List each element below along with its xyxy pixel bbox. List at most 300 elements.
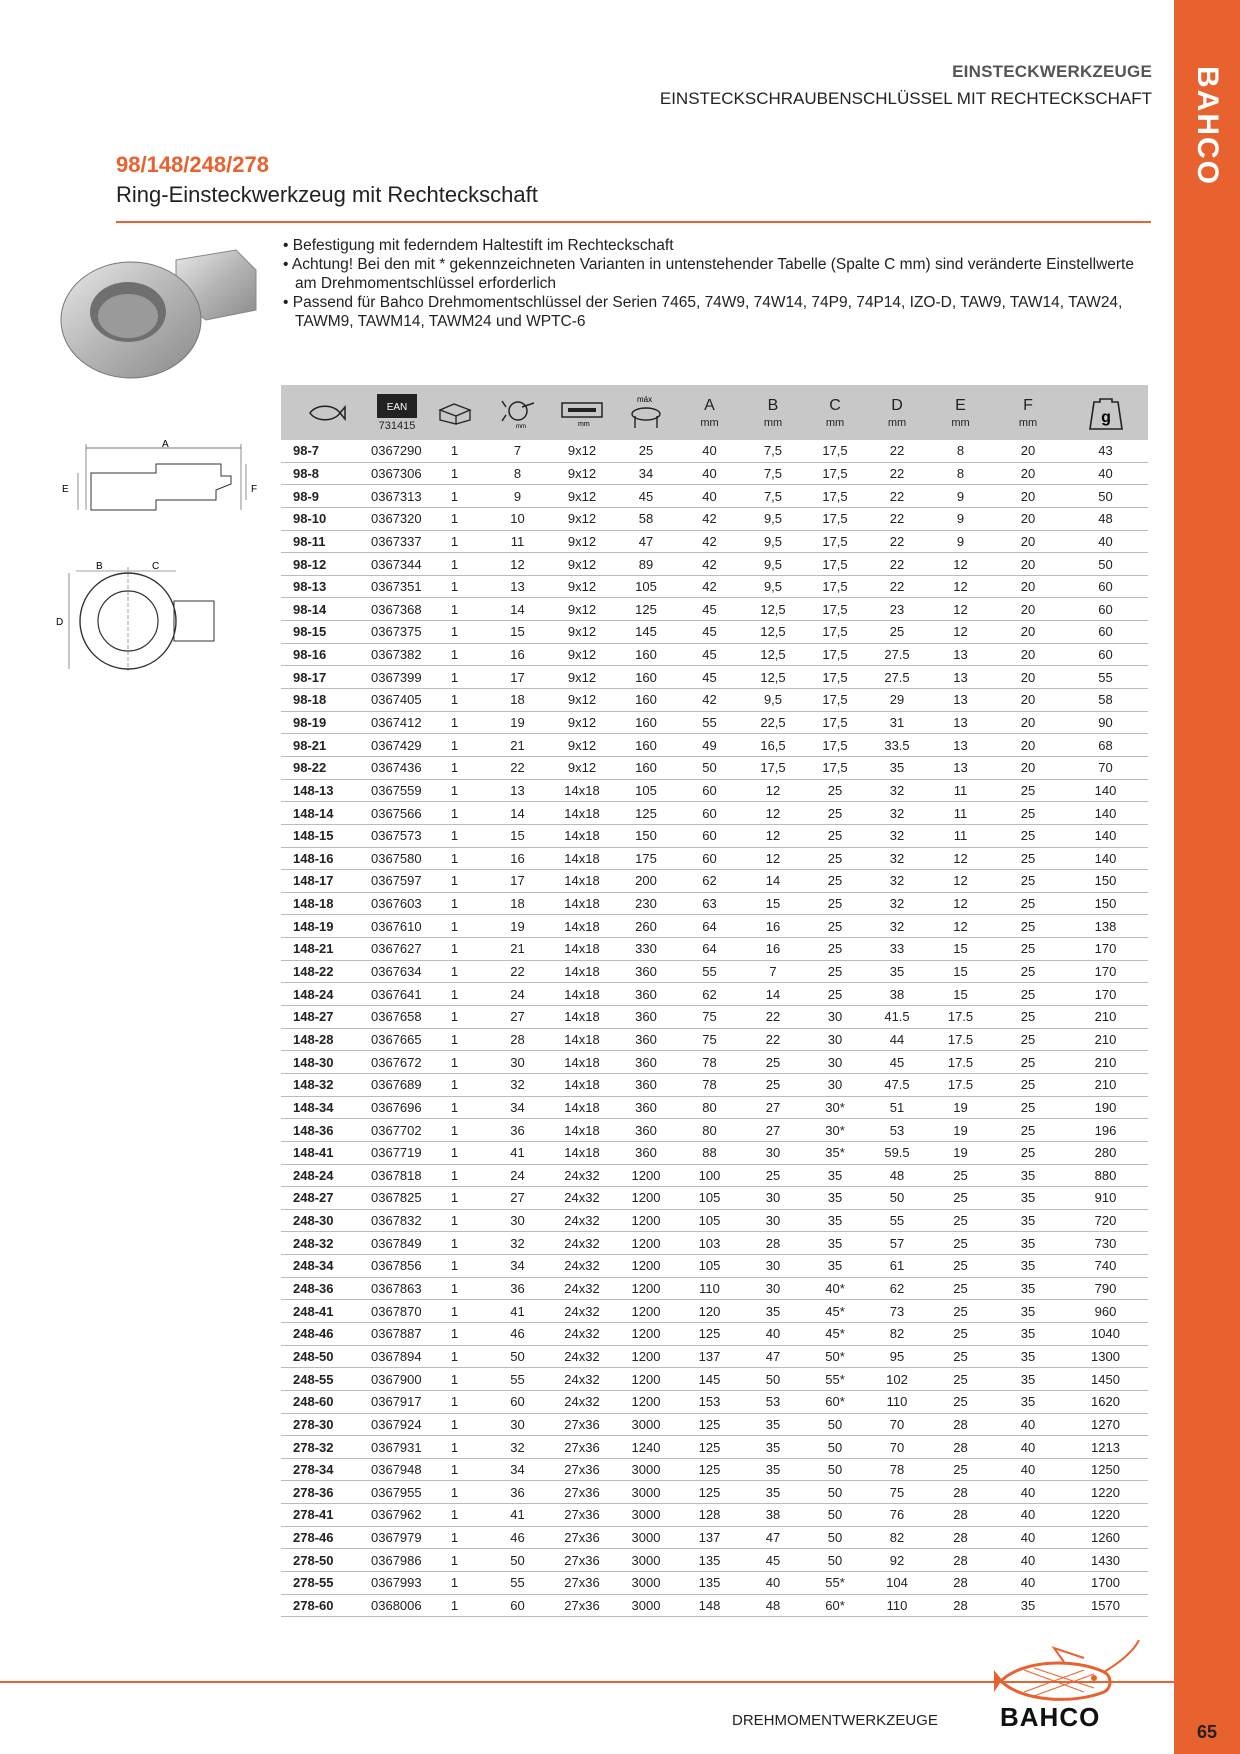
table-row: [281, 621, 1148, 644]
cell-weight: 720: [1094, 1213, 1117, 1229]
cell-e: 11: [953, 805, 968, 821]
cell-qty: 1: [450, 624, 459, 640]
table-row: [281, 1504, 1148, 1527]
cell-qty: 1: [450, 1552, 459, 1568]
cell-qty: 1: [450, 1303, 459, 1319]
cell-article: 98-11: [293, 533, 326, 549]
side-brand-logo: BAHCO: [1191, 66, 1224, 186]
table-row: [281, 1051, 1148, 1074]
cell-size: 36: [510, 1281, 525, 1297]
ean-prefix: 731415: [378, 419, 416, 432]
cell-article: 98-17: [293, 669, 327, 685]
cell-ean: 0367313: [371, 488, 422, 504]
cell-weight: 50: [1098, 488, 1113, 504]
cell-b: 15: [765, 896, 781, 912]
cell-f: 20: [1020, 488, 1036, 504]
cell-article: 148-28: [293, 1031, 334, 1047]
cell-a: 153: [698, 1394, 721, 1410]
table-row: [281, 576, 1148, 599]
cell-size: 14: [510, 805, 525, 821]
cell-f: 25: [1020, 941, 1036, 957]
cell-f: 25: [1020, 1054, 1036, 1070]
cell-article: 278-32: [293, 1439, 334, 1455]
cell-ean: 0367870: [371, 1303, 422, 1319]
cell-b: 25: [765, 1077, 781, 1093]
cell-drive: 27x36: [564, 1416, 600, 1432]
cell-b: 22: [765, 1031, 781, 1047]
cell-c: 50: [827, 1462, 843, 1478]
table-row: [281, 1006, 1148, 1029]
cell-f: 20: [1020, 511, 1036, 527]
cell-f: 40: [1020, 1575, 1036, 1591]
cell-b: 25: [765, 1054, 781, 1070]
cell-a: 42: [702, 511, 717, 527]
cell-weight: 910: [1094, 1190, 1117, 1206]
cell-article: 278-34: [293, 1462, 334, 1478]
cell-article: 148-30: [293, 1054, 334, 1070]
cell-ean: 0367702: [371, 1122, 422, 1138]
cell-b: 30: [765, 1258, 781, 1274]
cell-ean: 0367962: [371, 1507, 422, 1523]
cell-e: 9: [956, 488, 965, 504]
cell-torque: 1200: [631, 1348, 661, 1364]
cell-ean: 0367368: [371, 601, 422, 617]
cell-weight: 60: [1098, 624, 1113, 640]
cell-a: 137: [698, 1530, 721, 1546]
cell-drive: 9x12: [567, 692, 597, 708]
cell-torque: 160: [635, 647, 657, 663]
square-drive-icon: [560, 399, 604, 427]
cell-c: 55*: [825, 1575, 845, 1591]
cell-weight: 1300: [1091, 1348, 1120, 1364]
cell-e: 17.5: [947, 1077, 974, 1093]
cell-a: 40: [702, 465, 717, 481]
cell-c: 25: [827, 964, 843, 980]
cell-qty: 1: [450, 1348, 459, 1364]
cell-qty: 1: [450, 1326, 459, 1342]
cell-ean: 0367665: [371, 1031, 422, 1047]
svg-text:g: g: [1100, 408, 1111, 426]
table-row: [281, 1572, 1148, 1595]
cell-b: 27: [765, 1099, 781, 1115]
cell-c: 17,5: [822, 511, 848, 527]
cell-drive: 24x32: [564, 1190, 600, 1206]
cell-c: 17,5: [822, 669, 848, 685]
cell-torque: 330: [635, 941, 657, 957]
table-row: [281, 644, 1148, 667]
cell-article: 148-21: [293, 941, 334, 957]
fish-logo-icon: [308, 402, 346, 424]
cell-e: 25: [953, 1281, 968, 1297]
cell-b: 14: [765, 873, 781, 889]
cell-size: 7: [513, 443, 522, 459]
cell-ean: 0367948: [371, 1462, 422, 1478]
cell-ean: 0367900: [371, 1371, 422, 1387]
cell-torque: 3000: [631, 1552, 661, 1568]
cell-c: 17,5: [822, 624, 848, 640]
cell-weight: 730: [1094, 1235, 1117, 1251]
cell-ean: 0367887: [371, 1326, 422, 1342]
feature-list: [283, 236, 1143, 331]
cell-weight: 60: [1098, 601, 1113, 617]
cell-drive: 14x18: [564, 850, 600, 866]
cell-a: 42: [702, 533, 717, 549]
cell-torque: 3000: [631, 1530, 661, 1546]
cell-a: 64: [702, 941, 717, 957]
cell-f: 20: [1020, 715, 1036, 730]
cell-qty: 1: [450, 669, 459, 685]
cell-drive: 24x32: [564, 1394, 600, 1410]
cell-article: 98-16: [293, 647, 327, 663]
cell-size: 14: [510, 601, 525, 617]
cell-drive: 14x18: [564, 1009, 600, 1025]
cell-d: 22: [889, 443, 905, 459]
table-row: [281, 780, 1148, 803]
cell-ean: 0367412: [371, 715, 422, 730]
cell-size: 18: [510, 896, 525, 912]
cell-f: 40: [1020, 1552, 1036, 1568]
cell-a: 49: [702, 737, 717, 753]
cell-size: 55: [510, 1371, 525, 1387]
table-row: [281, 1074, 1148, 1097]
cell-weight: 210: [1094, 1031, 1117, 1047]
cell-article: 148-22: [293, 964, 334, 980]
cell-b: 12,5: [760, 624, 786, 640]
cell-qty: 1: [450, 1077, 459, 1093]
cell-weight: 48: [1098, 511, 1113, 527]
header-article: [281, 385, 361, 440]
cell-d: 102: [886, 1371, 908, 1387]
cell-article: 98-9: [293, 488, 320, 504]
cell-a: 78: [702, 1054, 717, 1070]
cell-a: 50: [702, 760, 717, 776]
cell-drive: 14x18: [564, 918, 600, 934]
cell-c: 17,5: [822, 647, 848, 663]
cell-e: 28: [953, 1552, 968, 1568]
table-row: [281, 1527, 1148, 1550]
footer-section: DREHMOMENTWERKZEUGE: [732, 1712, 938, 1729]
cell-size: 46: [510, 1530, 525, 1546]
cell-ean: 0367863: [371, 1281, 422, 1297]
cell-qty: 1: [450, 1009, 459, 1025]
cell-c: 45*: [825, 1326, 845, 1342]
cell-c: 60*: [825, 1597, 845, 1613]
product-name: Ring-Einsteckwerkzeug mit Rechteckschaft: [116, 182, 538, 207]
cell-qty: 1: [450, 828, 459, 844]
cell-d: 82: [889, 1326, 905, 1342]
cell-qty: 1: [450, 1416, 459, 1432]
cell-e: 13: [953, 669, 968, 685]
cell-f: 40: [1020, 1462, 1036, 1478]
top-view-diagram: [56, 561, 276, 681]
table-body: [281, 440, 1148, 1617]
cell-a: 63: [702, 896, 717, 912]
cell-c: 50: [827, 1530, 843, 1546]
table-row: [281, 1346, 1148, 1369]
cell-ean: 0367382: [371, 647, 422, 663]
header-c: C mm: [825, 396, 845, 429]
cell-drive: 14x18: [564, 873, 600, 889]
cell-torque: 360: [635, 1099, 657, 1115]
cell-article: 148-14: [293, 805, 334, 821]
table-row: [281, 1210, 1148, 1233]
cell-size: 34: [510, 1258, 525, 1274]
cell-torque: 89: [638, 556, 654, 572]
cell-size: 16: [510, 850, 525, 866]
cell-ean: 0367696: [371, 1099, 422, 1115]
cell-c: 35: [827, 1235, 843, 1251]
cell-size: 27: [510, 1190, 525, 1206]
cell-size: 22: [510, 760, 525, 776]
cell-e: 9: [956, 533, 965, 549]
cell-weight: 1040: [1091, 1326, 1120, 1342]
table-row: [281, 1595, 1148, 1618]
cell-d: 35: [889, 760, 905, 776]
cell-size: 41: [510, 1145, 525, 1161]
cell-qty: 1: [450, 1597, 459, 1613]
cell-weight: 880: [1094, 1167, 1117, 1183]
cell-b: 38: [765, 1507, 781, 1523]
cell-d: 75: [889, 1484, 905, 1500]
cell-size: 24: [510, 986, 525, 1002]
cell-a: 125: [698, 1326, 721, 1342]
cell-article: 248-55: [293, 1371, 334, 1387]
dim-label-f: F: [251, 484, 258, 495]
cell-c: 50: [827, 1416, 843, 1432]
cell-b: 12: [765, 782, 781, 798]
cell-size: 27: [510, 1009, 525, 1025]
header-e: E mm: [951, 396, 970, 429]
cell-b: 30: [765, 1145, 781, 1161]
cell-e: 19: [953, 1122, 968, 1138]
cell-d: 33: [889, 941, 905, 957]
cell-qty: 1: [450, 805, 459, 821]
cell-article: 148-27: [293, 1009, 334, 1025]
cell-f: 20: [1020, 737, 1036, 753]
cell-drive: 24x32: [564, 1348, 600, 1364]
table-row: [281, 1323, 1148, 1346]
cell-article: 278-50: [293, 1552, 334, 1568]
cell-f: 20: [1020, 624, 1036, 640]
table-row: [281, 1232, 1148, 1255]
cell-torque: 3000: [631, 1462, 661, 1478]
cell-d: 45: [889, 1054, 905, 1070]
cell-article: 248-27: [293, 1190, 334, 1206]
cell-b: 12: [765, 850, 781, 866]
weight-icon: [1086, 393, 1126, 433]
cell-ean: 0367306: [371, 465, 422, 481]
cell-e: 25: [953, 1303, 968, 1319]
cell-e: 13: [953, 760, 968, 776]
cell-weight: 40: [1098, 533, 1113, 549]
cell-size: 55: [510, 1575, 525, 1591]
table-row: [281, 689, 1148, 712]
cell-drive: 24x32: [564, 1303, 600, 1319]
side-accent-bar: [1174, 0, 1240, 1754]
cell-a: 60: [702, 805, 717, 821]
cell-b: 7: [769, 964, 777, 980]
cell-qty: 1: [450, 1394, 459, 1410]
cell-weight: 60: [1098, 579, 1113, 595]
cell-b: 35: [765, 1303, 781, 1319]
cell-b: 47: [765, 1348, 781, 1364]
cell-drive: 9x12: [567, 579, 597, 595]
cell-size: 13: [510, 579, 525, 595]
cell-f: 20: [1020, 465, 1036, 481]
cell-b: 30: [765, 1281, 781, 1297]
cell-a: 125: [698, 1439, 721, 1455]
cell-f: 35: [1020, 1213, 1036, 1229]
cell-b: 12: [765, 828, 781, 844]
cell-weight: 280: [1094, 1145, 1117, 1161]
cell-article: 98-19: [293, 715, 327, 730]
table-row: [281, 485, 1148, 508]
table-row: [281, 712, 1148, 735]
cell-size: 30: [510, 1213, 525, 1229]
cell-ean: 0367290: [371, 443, 422, 459]
cell-weight: 790: [1094, 1281, 1117, 1297]
cell-torque: 175: [635, 850, 657, 866]
cell-c: 30: [827, 1054, 843, 1070]
table-row: [281, 1368, 1148, 1391]
cell-weight: 140: [1094, 850, 1117, 866]
cell-ean: 0367399: [371, 669, 422, 685]
cell-ean: 0367818: [371, 1167, 422, 1183]
cell-size: 30: [510, 1416, 525, 1432]
cell-torque: 160: [635, 669, 657, 685]
cell-drive: 14x18: [564, 1145, 600, 1161]
cell-torque: 1200: [631, 1235, 661, 1251]
cell-torque: 3000: [631, 1484, 661, 1500]
cell-torque: 47: [638, 533, 654, 549]
header-subcategory: EINSTECKSCHRAUBENSCHLÜSSEL MIT RECHTECKSCHAFT: [659, 89, 1152, 108]
cell-f: 35: [1020, 1258, 1036, 1274]
cell-d: 70: [889, 1439, 905, 1455]
cell-a: 45: [702, 647, 717, 663]
cell-article: 248-30: [293, 1213, 334, 1229]
cell-ean: 0367580: [371, 850, 422, 866]
cell-drive: 14x18: [564, 941, 600, 957]
cell-weight: 60: [1098, 647, 1113, 663]
cell-c: 17,5: [822, 443, 848, 459]
cell-d: 22: [889, 579, 905, 595]
cell-torque: 360: [635, 964, 657, 980]
cell-a: 80: [702, 1122, 717, 1138]
cell-drive: 24x32: [564, 1167, 600, 1183]
cell-b: 30: [765, 1213, 781, 1229]
cell-article: 98-7: [293, 443, 320, 459]
cell-e: 12: [953, 896, 968, 912]
cell-article: 248-50: [293, 1348, 334, 1364]
cell-a: 88: [702, 1145, 717, 1161]
table-row: [281, 825, 1148, 848]
cell-drive: 14x18: [564, 1099, 600, 1115]
cell-article: 148-32: [293, 1077, 334, 1093]
cell-drive: 9x12: [567, 601, 597, 617]
cell-b: 53: [765, 1394, 781, 1410]
cell-e: 17.5: [947, 1009, 974, 1025]
cell-f: 20: [1020, 579, 1036, 595]
cell-b: 25: [765, 1167, 781, 1183]
cell-ean: 0367931: [371, 1439, 422, 1455]
cell-drive: 14x18: [564, 805, 600, 821]
cell-f: 25: [1020, 986, 1036, 1002]
cell-e: 28: [953, 1597, 968, 1613]
cell-e: 13: [953, 715, 968, 730]
cell-article: 278-55: [293, 1575, 334, 1591]
cell-weight: 1260: [1091, 1530, 1120, 1546]
cell-d: 82: [889, 1530, 905, 1546]
cell-e: 25: [953, 1258, 968, 1274]
cell-size: 17: [510, 669, 525, 685]
cell-c: 30: [827, 1077, 843, 1093]
cell-ean: 0367993: [371, 1575, 422, 1591]
cell-size: 12: [510, 556, 525, 572]
cell-weight: 70: [1098, 760, 1113, 776]
cell-e: 19: [953, 1145, 968, 1161]
cell-e: 11: [953, 782, 968, 798]
cell-article: 248-24: [293, 1167, 334, 1183]
cell-c: 17,5: [822, 533, 848, 549]
cell-d: 50: [889, 1190, 905, 1206]
cell-size: 50: [510, 1552, 525, 1568]
cell-drive: 14x18: [564, 1031, 600, 1047]
cell-f: 25: [1020, 805, 1036, 821]
cell-torque: 360: [635, 1077, 657, 1093]
cell-torque: 125: [635, 601, 657, 617]
cell-c: 17,5: [822, 601, 848, 617]
cell-torque: 160: [635, 692, 657, 708]
cell-e: 12: [953, 556, 968, 572]
dim-label-e: E: [62, 484, 69, 495]
cell-weight: 138: [1094, 918, 1117, 934]
cell-b: 16: [765, 941, 781, 957]
cell-d: 41.5: [884, 1009, 910, 1025]
cell-ean: 0367603: [371, 896, 422, 912]
header-torque: [615, 385, 677, 440]
cell-ean: 0367566: [371, 805, 422, 821]
cell-e: 15: [953, 986, 968, 1002]
table-row: [281, 1549, 1148, 1572]
cell-f: 40: [1020, 1416, 1036, 1432]
cell-d: 25: [889, 624, 905, 640]
feature-item: • Achtung! Bei den mit * gekennzeichneten Varianten in untenstehender Tabelle (Spalte C mm) sind veränderte Einstellwerte am Drehmomentschlüssel erforderlich: [283, 255, 1143, 293]
feature-item: • Passend für Bahco Drehmomentschlüssel der Serien 7465, 74W9, 74W14, 74P9, 74P14, IZO-D, TAW9, TAW14, TAW24, TAWM9, TAWM14, TAWM24 und WPTC-6: [283, 293, 1143, 331]
title-divider: [116, 221, 1151, 223]
cell-f: 25: [1020, 964, 1036, 980]
cell-d: 57: [889, 1235, 905, 1251]
cell-c: 25: [827, 941, 843, 957]
cell-c: 50*: [825, 1348, 845, 1364]
feature-item: • Befestigung mit federndem Haltestift im Rechteckschaft: [283, 236, 1143, 255]
cell-d: 23: [889, 601, 905, 617]
cell-qty: 1: [450, 1281, 459, 1297]
cell-a: 60: [702, 782, 717, 798]
cell-e: 28: [953, 1416, 968, 1432]
cell-f: 40: [1020, 1484, 1036, 1500]
table-row: [281, 757, 1148, 780]
cell-drive: 14x18: [564, 828, 600, 844]
cell-article: 248-32: [293, 1235, 334, 1251]
table-row: [281, 1119, 1148, 1142]
cell-weight: 1250: [1091, 1462, 1120, 1478]
cell-drive: 24x32: [564, 1235, 600, 1251]
cell-a: 125: [698, 1484, 721, 1500]
cell-d: 55: [889, 1213, 905, 1229]
cell-article: 98-8: [293, 465, 320, 481]
cell-e: 11: [953, 828, 968, 844]
cell-e: 25: [953, 1348, 968, 1364]
